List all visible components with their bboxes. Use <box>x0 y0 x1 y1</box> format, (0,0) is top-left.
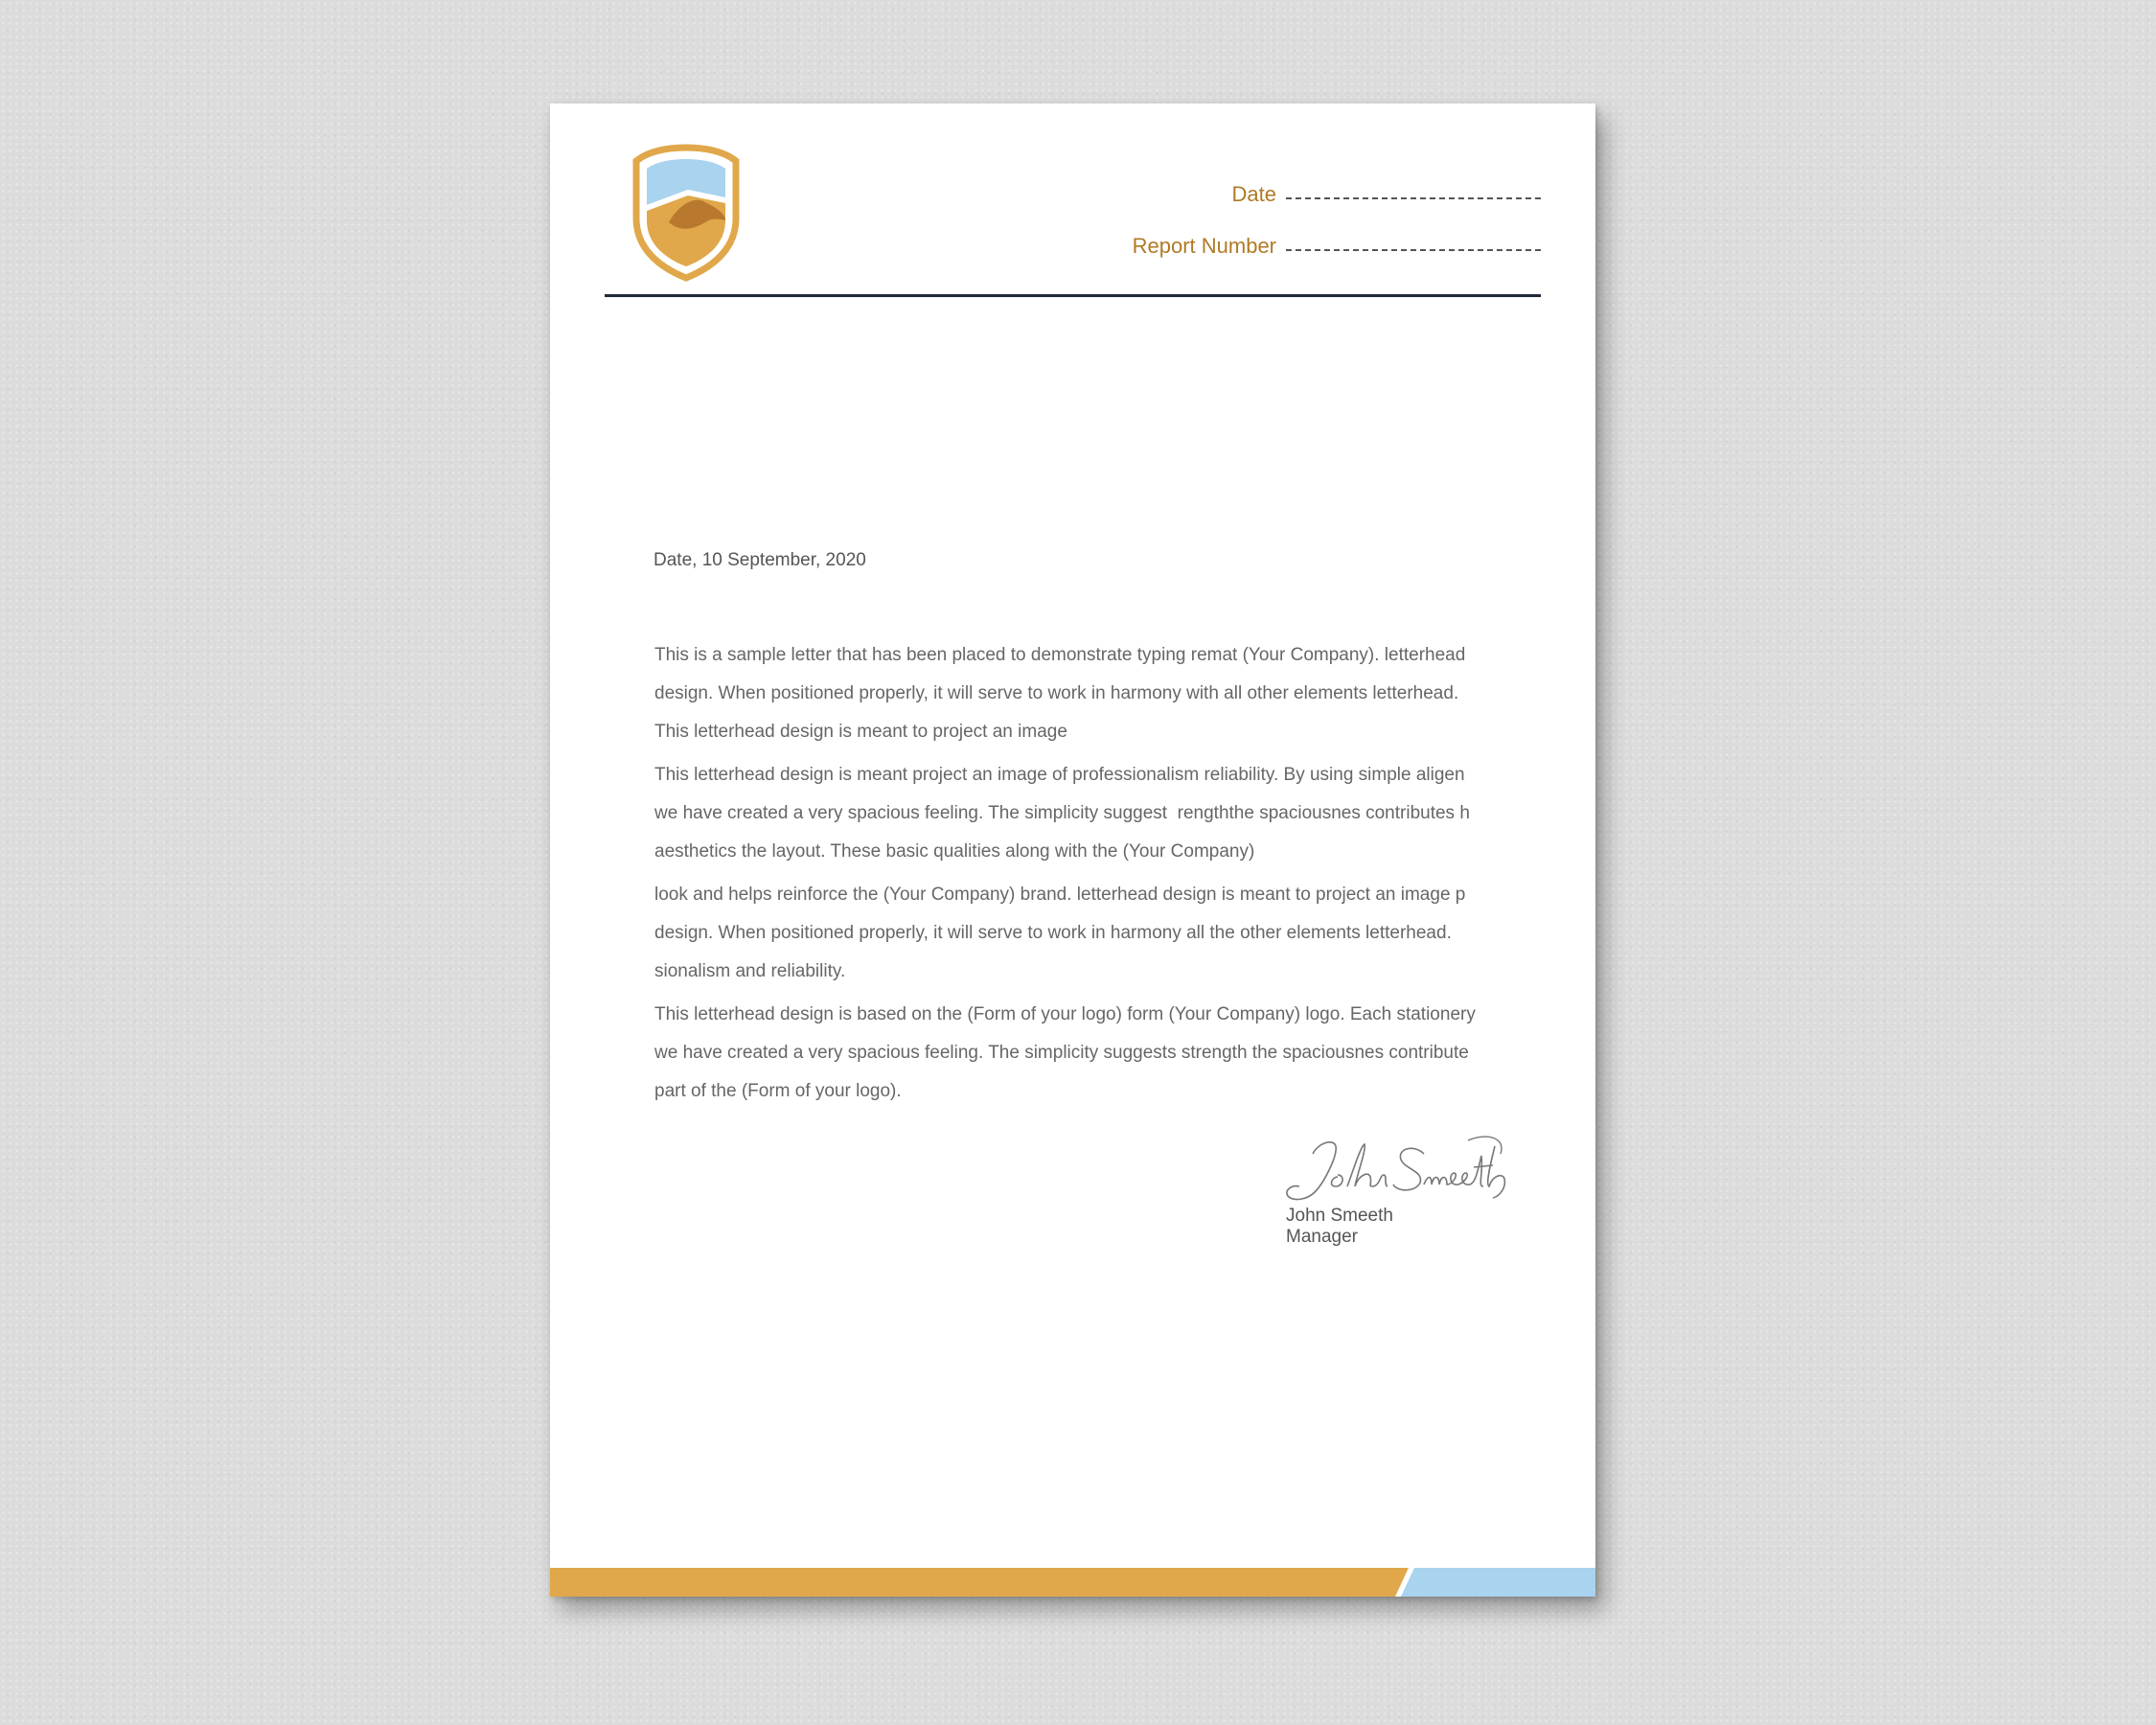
letter-body <box>654 636 1517 1111</box>
paragraph-3 <box>654 876 1517 991</box>
date-label: Date <box>1231 182 1276 206</box>
paragraph-1 <box>654 636 1517 751</box>
paragraph-line: design. When positioned properly, it will serve to work in harmony all the other elements letterhead. <box>654 923 1452 943</box>
report-number-field-row <box>1133 234 1541 259</box>
paragraph-line: sionalism and reliability. <box>654 961 846 981</box>
paragraph-line: aesthetics the layout. These basic qualities along with the (Your Company) <box>654 841 1255 862</box>
paragraph-line: design. When positioned properly, it will serve to work in harmony with all other elements letterhead. <box>654 683 1459 703</box>
paragraph-2 <box>654 756 1517 871</box>
shield-mountain-logo-icon <box>631 144 742 282</box>
report-number-blank-line <box>1286 249 1541 251</box>
paragraph-line: we have created a very spacious feeling. The simplicity suggest rengththe spaciousnes contributes h <box>654 803 1470 823</box>
letter-date: Date, 10 September, 2020 <box>654 550 866 570</box>
footer-accent-bar <box>550 1568 1595 1597</box>
paragraph-line: look and helps reinforce the (Your Company) brand. letterhead design is meant to project an image p <box>654 885 1466 905</box>
paragraph-line: This letterhead design is based on the (Form of your logo) form (Your Company) logo. Each stationery <box>654 1004 1476 1024</box>
date-blank-line <box>1286 197 1541 199</box>
signer-block <box>1286 1206 1393 1248</box>
paragraph-line: This letterhead design is meant project an image of professionalism reliability. By using simple aligen <box>654 765 1465 785</box>
report-number-label: Report Number <box>1132 234 1276 258</box>
paragraph-line: part of the (Form of your logo). <box>654 1081 902 1101</box>
letterhead-sheet <box>550 104 1595 1597</box>
paragraph-line: This letterhead design is meant to project an image <box>654 722 1067 742</box>
header-divider <box>605 294 1541 297</box>
paragraph-4 <box>654 996 1517 1111</box>
paragraph-line: This is a sample letter that has been placed to demonstrate typing remat (Your Company). letterhead <box>654 645 1466 665</box>
signer-name: John Smeeth <box>1286 1206 1393 1226</box>
signer-title: Manager <box>1286 1227 1358 1247</box>
date-field-row <box>1232 182 1541 207</box>
paragraph-line: we have created a very spacious feeling. The simplicity suggests strength the spaciousnes contribute <box>654 1043 1469 1063</box>
